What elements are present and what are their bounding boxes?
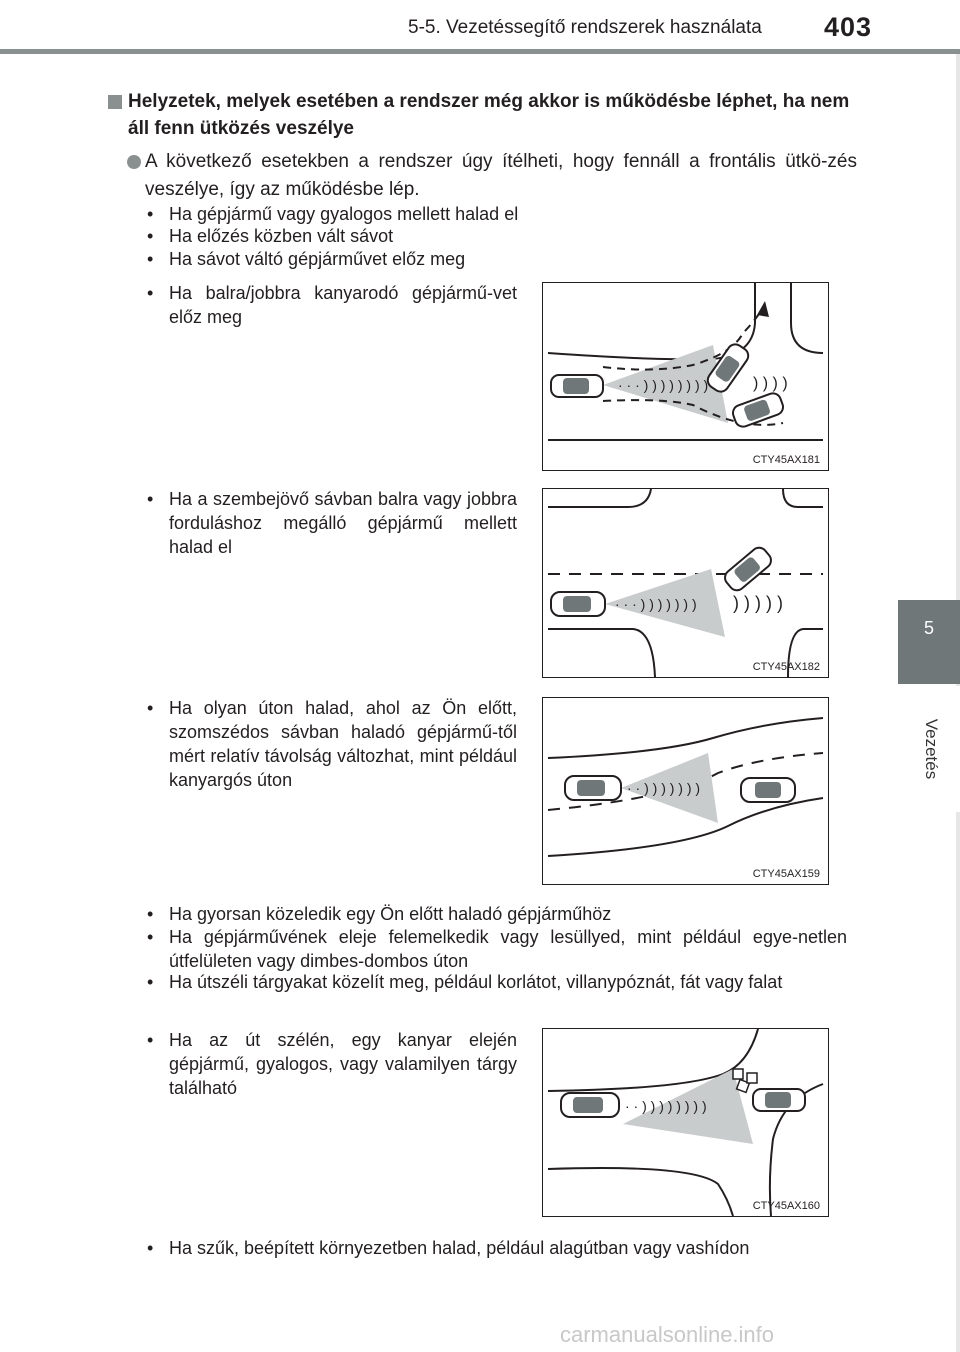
watermark: carmanualsonline.info — [560, 1322, 775, 1347]
list-item: • Ha a szembejövő sávban balra vagy jobbra forduláshoz megálló gépjármű mellett halad el — [147, 489, 517, 557]
svg-text:· · ) ) ) ) ) ) ): · · ) ) ) ) ) ) ) — [627, 780, 701, 796]
list-item: • Ha az út szélén, egy kanyar elején gépjármű, gyalogos, vagy valamilyen tárgy található — [147, 1030, 517, 1098]
paragraph-circle-marker — [127, 155, 141, 169]
list-item: • Ha gépjármű vagy gyalogos mellett halad el — [147, 204, 519, 224]
bullet-dot: • — [147, 283, 154, 303]
list-item: • Ha sávot váltó gépjárművet előz meg — [147, 249, 466, 269]
intro-paragraph: A következő esetekben a rendszer úgy ítélheti, hogy fennáll a frontális ütkö-zés veszélye, így az működésbe lép. — [145, 151, 857, 200]
list-item: • Ha előzés közben vált sávot — [147, 226, 394, 246]
header-divider — [0, 49, 960, 54]
bullet-dot: • — [147, 972, 154, 992]
svg-text:) ) ) ) ): ) ) ) ) ) — [733, 593, 783, 613]
bullet-dot: • — [147, 1238, 154, 1258]
bullet-dot: • — [147, 1030, 154, 1050]
figure-code: CTY45AX182 — [752, 661, 820, 673]
chapter-label: Vezetés — [922, 718, 941, 780]
header-section-title: 5-5. Vezetéssegítő rendszerek használata — [408, 17, 762, 38]
figure-code: CTY45AX160 — [752, 1200, 820, 1212]
list-item: • Ha gyorsan közeledik egy Ön előtt haladó gépjárműhöz — [147, 904, 612, 924]
bullet-dot: • — [147, 226, 154, 246]
bullet-dot: • — [147, 204, 154, 224]
svg-text:· · ) ) ) ) ) ) ) ): · · ) ) ) ) ) ) ) ) — [625, 1098, 707, 1114]
heading-square-marker — [108, 95, 122, 109]
list-item: • Ha útszéli tárgyakat közelít meg, például korlátot, villanypóznát, fát vagy falat — [147, 972, 783, 992]
figure-overtaking-turning-vehicle — [542, 282, 829, 471]
figure-curve-roadside-object — [542, 1028, 829, 1217]
list-item: • Ha balra/jobbra kanyarodó gépjármű-vet előz meg — [147, 283, 517, 327]
chapter-label-box — [902, 686, 960, 812]
figure-oncoming-turning-vehicle — [542, 488, 829, 678]
bullet-dot: • — [147, 249, 154, 269]
page-number: 403 — [824, 12, 873, 42]
figure-winding-road — [542, 697, 829, 885]
list-item: • Ha szűk, beépített környezetben halad, például alagútban vagy vashídon — [147, 1238, 750, 1258]
bullet-dot: • — [147, 927, 154, 947]
list-item: • Ha gépjárművének eleje felemelkedik vagy lesüllyed, mint például egye-netlen útfelületen vagy dimbes-dombos úton — [147, 927, 847, 971]
svg-text:· · · ) ) ) ) ) ) ) ): · · · ) ) ) ) ) ) ) ) — [618, 377, 709, 393]
figure-code: CTY45AX181 — [752, 454, 820, 466]
section-heading: Helyzetek, melyek esetében a rendszer még akkor is működésbe léphet, ha nem áll fenn ütközés veszélye — [128, 91, 850, 139]
chapter-tab[interactable] — [898, 600, 960, 684]
bullet-dot: • — [147, 489, 154, 509]
svg-text:) ) ) ): ) ) ) ) — [753, 375, 788, 392]
chapter-number: 5 — [923, 618, 934, 638]
list-item: • Ha olyan úton halad, ahol az Ön előtt, szomszédos sávban haladó gépjármű-től mért relatív távolság változhat, mint például kanyargós úton — [147, 698, 517, 790]
svg-text:· · · ) ) ) ) ) ) ): · · · ) ) ) ) ) ) ) — [615, 596, 697, 612]
bullet-dot: • — [147, 698, 154, 718]
bullet-dot: • — [147, 904, 154, 924]
figure-code: CTY45AX159 — [752, 868, 820, 880]
